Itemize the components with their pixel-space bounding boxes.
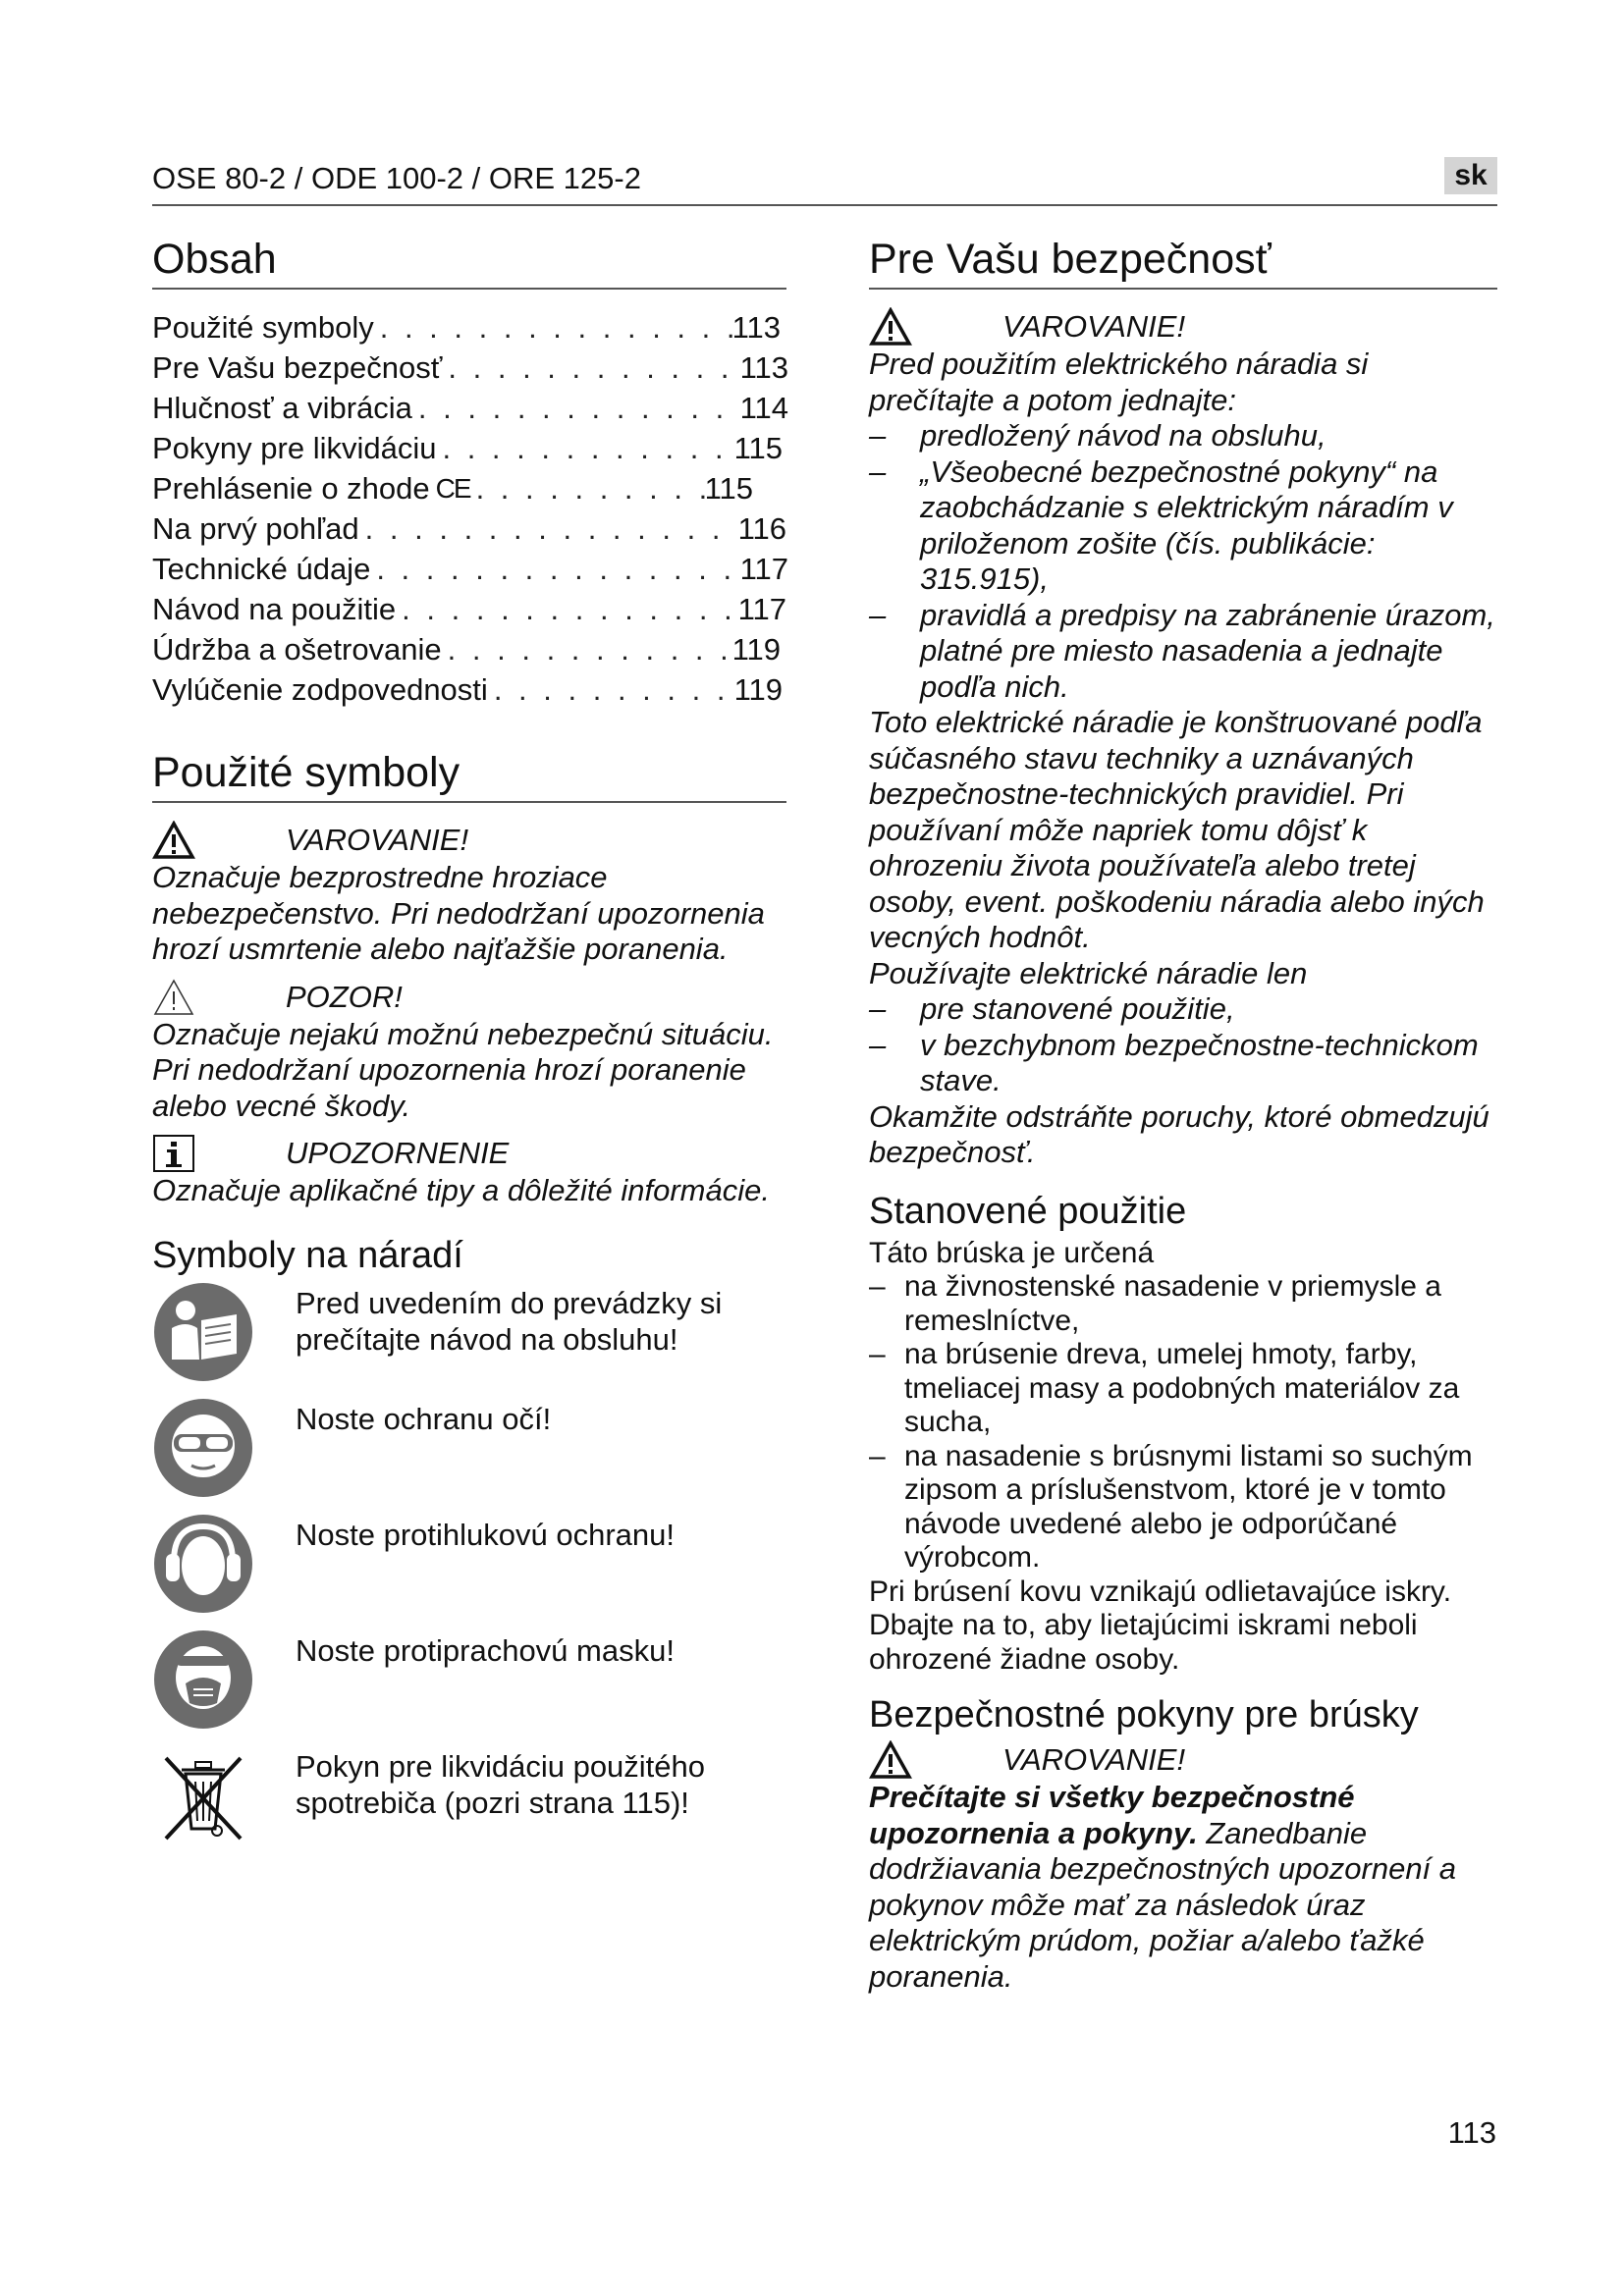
page-number: 113 <box>1447 2115 1496 2150</box>
toc-entry-label: Pre Vašu bezpečnosť <box>152 350 443 385</box>
right-column <box>869 236 1497 1995</box>
toc-entry-page: 117 <box>737 592 786 626</box>
ce-mark-icon: CE <box>435 473 470 504</box>
toc-entry[interactable] <box>152 307 781 347</box>
crossed-bin-icon <box>152 1744 254 1846</box>
read-manual-icon <box>152 1281 254 1383</box>
dust-mask-icon <box>152 1629 254 1731</box>
list-item: – na živnostenské nasadenie v priemysle a remeslníctve, <box>869 1270 1497 1338</box>
caution-triangle-icon <box>152 978 195 1017</box>
list-item: – „Všeobecné bezpečnostné pokyny“ na zaobchádzanie s elektrickým náradím v priloženom zošite (čís. publikácie: 315.915), <box>869 454 1497 598</box>
document-title: OSE 80-2 / ODE 100-2 / ORE 125-2 <box>152 161 641 195</box>
toc-entry[interactable] <box>152 468 753 508</box>
tool-symbol-row <box>152 1629 786 1731</box>
toc-entry-page: 114 <box>739 391 788 425</box>
toc-entry[interactable] <box>152 549 788 589</box>
toc-entry-label: Použité symboly <box>152 310 374 345</box>
toc-entry-page: 113 <box>731 310 781 345</box>
notice-label-row <box>152 1134 786 1173</box>
safety-use-list <box>869 991 1497 1099</box>
tool-symbol-text: Noste protiprachovú masku! <box>296 1632 675 1668</box>
list-item: – pravidlá a predpisy na zabránenie úrazom, platné pre miesto nasadenia a jednajte podľa nich. <box>869 598 1497 706</box>
tool-symbol-text: Noste protihlukovú ochranu! <box>296 1517 676 1552</box>
safety-faults-text: Okamžite odstráňte poruchy, ktoré obmedzujú bezpečnosť. <box>869 1098 1489 1169</box>
language-badge: sk <box>1444 157 1497 194</box>
list-item: – predložený návod na obsluhu, <box>869 418 1497 454</box>
warning-description: Označuje bezprostredne hroziace nebezpečenstvo. Pri nedodržaní upozornenia hrozí usmrtenie alebo najťažšie poranenia. <box>152 860 765 966</box>
toc-entry-page: 116 <box>737 511 786 546</box>
warning-label: VAROVANIE! <box>286 823 469 857</box>
toc-entry-label: Hlučnosť a vibrácia <box>152 391 412 425</box>
warning-triangle-icon <box>869 307 912 347</box>
info-icon <box>152 1134 195 1173</box>
toc-entry-label: Údržba a ošetrovanie <box>152 632 442 667</box>
intended-use-list <box>869 1270 1497 1575</box>
toc-entry[interactable] <box>152 428 783 468</box>
list-item: – pre stanovené použitie, <box>869 991 1497 1028</box>
toc-entry[interactable] <box>152 388 788 428</box>
safety-warning-row <box>869 307 1497 347</box>
tool-symbols-heading: Symboly na náradí <box>152 1234 463 1276</box>
tool-symbol-row <box>152 1513 786 1615</box>
table-of-contents <box>152 307 786 710</box>
toc-entry[interactable] <box>152 669 783 710</box>
caution-label-row <box>152 978 786 1017</box>
symbols-heading: Použité symboly <box>152 749 786 803</box>
ear-protection-icon <box>152 1513 254 1615</box>
list-item: – na nasadenie s brúsnymi listami so suchým zipsom a príslušenstvom, ktoré je v tomto návode uvedené alebo je odporúčané výrobcom. <box>869 1440 1497 1575</box>
toc-entry[interactable] <box>152 629 781 669</box>
grinder-warning-row <box>869 1740 1497 1780</box>
caution-label: POZOR! <box>286 979 403 1014</box>
safety-use-intro: Používajte elektrické náradie len <box>869 955 1308 990</box>
page-header <box>152 157 1497 206</box>
tool-symbol-text: Pred uvedením do prevádzky si prečítajte návod na obsluhu! <box>296 1285 723 1357</box>
intended-use-intro: Táto brúska je určená <box>869 1236 1155 1269</box>
toc-entry-label: Návod na použitie <box>152 592 397 626</box>
toc-entry-label: Vylúčenie zodpovednosti <box>152 672 488 707</box>
grinder-safety-text <box>869 1780 1497 1995</box>
tool-symbol-row <box>152 1744 786 1846</box>
warning-label-row <box>152 821 786 860</box>
toc-entry-page: 117 <box>739 552 788 586</box>
toc-entry-label: Pokyny pre likvidáciu <box>152 431 437 465</box>
sparks-note: Pri brúsení kovu vznikajú odlietavajúce iskry. Dbajte na to, aby lietajúcimi iskrami neboli ohrozené žiadne osoby. <box>869 1575 1452 1676</box>
eye-protection-icon <box>152 1397 254 1499</box>
notice-description: Označuje aplikačné tipy a dôležité informácie. <box>152 1173 770 1207</box>
safety-warning-label: VAROVANIE! <box>1002 309 1186 344</box>
toc-entry-label: Prehlásenie o zhode <box>152 471 430 506</box>
toc-heading: Obsah <box>152 236 786 290</box>
toc-entry-page: 119 <box>733 672 783 707</box>
toc-entry[interactable] <box>152 508 786 549</box>
toc-entry-page: 119 <box>731 632 781 667</box>
toc-entry-page: 113 <box>739 350 788 385</box>
toc-entry-page: 115 <box>704 471 753 506</box>
grinder-safety-lead: Prečítajte si všetky bezpečnostné upozornenia a pokyny. <box>869 1780 1355 1850</box>
warning-triangle-icon <box>869 1740 912 1780</box>
safety-intro: Pred použitím elektrického náradia si prečítajte a potom jednajte: <box>869 347 1369 417</box>
notice-label: UPOZORNENIE <box>286 1136 510 1170</box>
grinder-warning-label: VAROVANIE! <box>1002 1742 1186 1777</box>
tool-symbol-text: Noste ochranu očí! <box>296 1401 552 1436</box>
list-item: – na brúsenie dreva, umelej hmoty, farby, tmeliacej masy a podobných materiálov za sucha, <box>869 1338 1497 1440</box>
safety-heading: Pre Vašu bezpečnosť <box>869 236 1497 290</box>
safety-paragraph: Toto elektrické náradie je konštruované podľa súčasného stavu techniky a uznávaných bezpečnostne-technických pravidiel. Pri používaní môže napriek tomu dôjsť k ohrozeniu života používateľa alebo tretej osoby, event. poškodeniu náradia alebo iných vecných hodnôt. <box>869 705 1485 954</box>
toc-entry-label: Na prvý pohľad <box>152 511 359 546</box>
list-item: – v bezchybnom bezpečnostne-technickom stave. <box>869 1028 1497 1099</box>
tool-symbol-text: Pokyn pre likvidáciu použitého spotrebiča (pozri strana 115)! <box>296 1748 706 1820</box>
grinder-safety-heading: Bezpečnostné pokyny pre brúsky <box>869 1694 1419 1735</box>
tool-symbol-row <box>152 1397 786 1499</box>
grinder-safety-body: Zanedbanie dodržiavania bezpečnostných upozornení a pokynov môže mať za následok úraz elektrickým prúdom, požiar a/alebo ťažké poranenia. <box>869 1815 1457 1994</box>
toc-entry[interactable] <box>152 589 786 629</box>
toc-entry-label: Technické údaje <box>152 552 371 586</box>
safety-read-list <box>869 418 1497 705</box>
warning-triangle-icon <box>152 821 195 860</box>
caution-description: Označuje nejakú možnú nebezpečnú situáciu. Pri nedodržaní upozornenia hrozí poranenie alebo vecné škody. <box>152 1016 774 1123</box>
intended-use-heading: Stanovené použitie <box>869 1190 1187 1232</box>
left-column <box>152 236 786 1860</box>
toc-entry-page: 115 <box>733 431 783 465</box>
tool-symbol-row <box>152 1281 786 1383</box>
toc-entry[interactable] <box>152 347 788 388</box>
